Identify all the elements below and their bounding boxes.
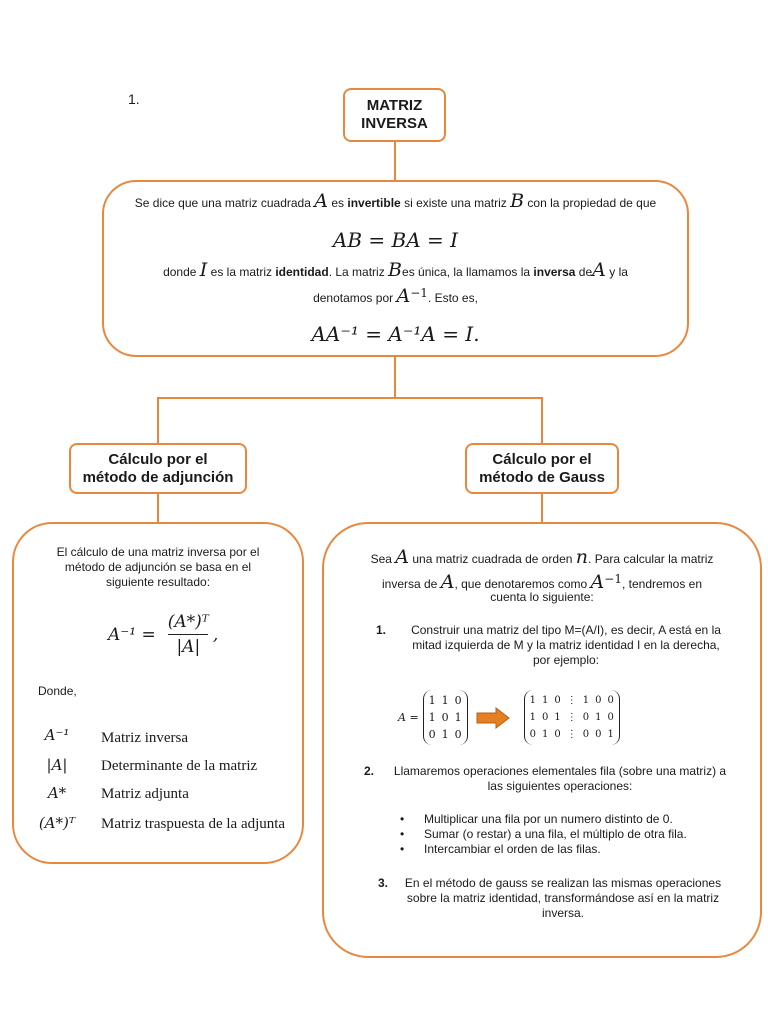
root-title-line2: INVERSA <box>361 115 428 132</box>
legend-desc-adjoint: Matriz adjunta <box>101 786 189 802</box>
adjuncion-intro: El cálculo de una matriz inversa por el método de adjunción se basa en el siguiente resultado: <box>56 545 260 589</box>
connector-left-down <box>157 397 159 444</box>
definition-node <box>102 180 689 357</box>
item-number: 1. <box>128 91 140 107</box>
legend-sym-inverse: A⁻¹ <box>44 726 70 744</box>
gauss-title-line1: Cálculo por el <box>492 450 592 468</box>
connector-left-detail <box>157 493 159 523</box>
legend-sym-transpose-adjoint: (A*)ᵀ <box>38 814 76 832</box>
definition-line1: Se dice que una matriz cuadrada A es invertible si existe una matriz B con la propiedad de que <box>134 190 657 212</box>
definition-line3: denotamos por $A^{-1}$. Esto es, <box>313 285 478 307</box>
list-item: • Sumar (o restar) a una fila, el múltiplo de otra fila. <box>400 827 687 841</box>
step3-number: 3. <box>378 876 389 890</box>
equation-ab-ba-i: AB = BA = I <box>332 228 459 252</box>
connector-right-detail <box>541 493 543 523</box>
matrix-a: 1 1 0 1 0 1 0 1 0 <box>423 690 468 745</box>
list-item: • Intercambiar el orden de las filas. <box>400 842 601 856</box>
definition-line2: donde I es la matriz identidad. La matriz Bes única, la llamamos la inversa deA y la <box>163 259 628 281</box>
node-gauss-detail <box>322 522 762 958</box>
gauss-intro-line1: Sea A una matriz cuadrada de orden n. Para calcular la matriz <box>370 546 714 568</box>
gauss-intro-line3: cuenta lo siguiente: <box>490 590 594 604</box>
legend-sym-determinant: |A| <box>46 756 68 774</box>
adjuncion-title-line2: método de adjunción <box>82 468 234 486</box>
connector-right-down <box>541 397 543 444</box>
step1-number: 1. <box>376 623 387 637</box>
equation-inverse: AA⁻¹ = A⁻¹A = I. <box>311 322 480 346</box>
node-adjuncion-detail <box>12 522 304 864</box>
operations-list <box>400 812 687 857</box>
legend-desc-transpose-adjoint: Matriz traspuesta de la adjunta <box>101 816 286 832</box>
example-matrices: A = 1 1 0 1 0 1 0 1 0 1 1 0 ⋮ 1 0 0 1 0 1 ⋮ 0 1 0 0 1 0 ⋮ 0 0 1 <box>398 690 620 745</box>
adjuncion-formula: A⁻¹ = $\frac{\text{(A*)ᵀ}}{|A|}$ , <box>108 612 219 657</box>
connector-horizontal <box>157 397 543 399</box>
legend-sym-adjoint: A* <box>47 784 67 802</box>
connector-definition-split <box>394 356 396 398</box>
connector-root-definition <box>394 141 396 181</box>
step3-text: En el método de gauss se realizan las mismas operaciones sobre la matriz identidad, transformándose así en la matriz inversa. <box>404 876 722 920</box>
gauss-intro-line2: inversa de A, que denotaremos como $A^{-1}$, tendremos en <box>381 571 703 593</box>
legend-desc-inverse: Matriz inversa <box>101 730 189 746</box>
step2-text: Llamaremos operaciones elementales fila (sobre una matriz) a las siguientes operaciones: <box>393 764 727 793</box>
step1-text: Construir una matriz del tipo M=(A/I), es decir, A está en la mitad izquierda de M y la matriz identidad I en la derecha, por ejemplo: <box>411 623 721 667</box>
legend-desc-determinant: Determinante de la matriz <box>101 758 258 774</box>
list-item: • Multiplicar una fila por un numero distinto de 0. <box>400 812 673 826</box>
root-title-line1: MATRIZ <box>366 97 423 114</box>
step2-number: 2. <box>364 764 375 778</box>
root-node-matriz-inversa <box>343 88 446 142</box>
arrow-right-icon <box>476 707 510 729</box>
gauss-title-line2: método de Gauss <box>479 468 605 486</box>
node-adjuncion-title <box>69 443 247 494</box>
node-gauss-title <box>465 443 619 494</box>
matrix-m: 1 1 0 ⋮ 1 0 0 1 0 1 ⋮ 0 1 0 0 1 0 ⋮ 0 0 1 <box>524 690 620 745</box>
donde-label: Donde, <box>38 684 77 698</box>
adjuncion-title-line1: Cálculo por el <box>108 450 208 468</box>
